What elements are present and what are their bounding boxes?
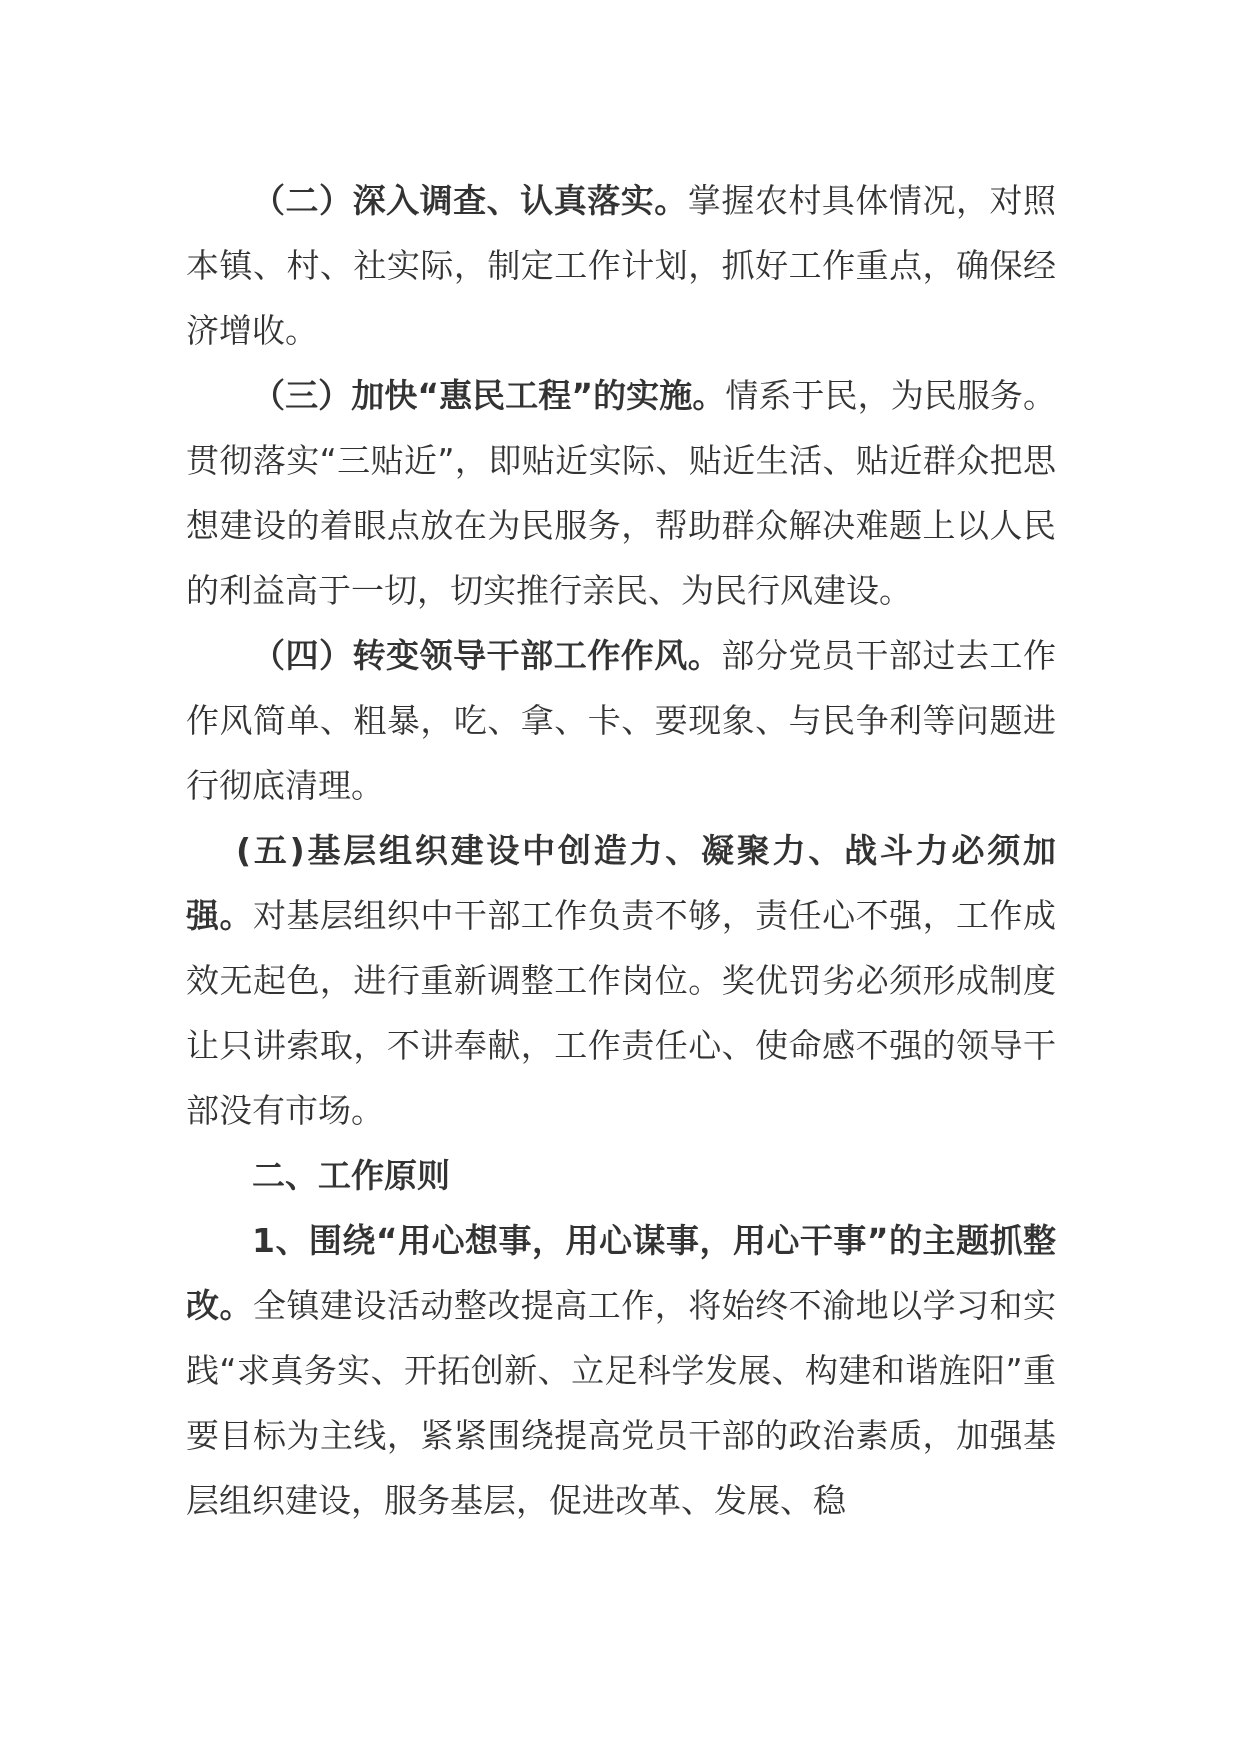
section-heading-principles bbox=[186, 1143, 1056, 1208]
paragraph-text: 部分党员干部过去工作作风简单、粗暴，吃、拿、卡、要现象、与民争利等问题进行彻底清理。 bbox=[186, 636, 1057, 805]
paragraph-3 bbox=[186, 363, 1056, 623]
paragraph-principle-1 bbox=[186, 1208, 1056, 1533]
paragraph-heading: (五)基层组织建设中创造力、凝聚力、战斗力必须加强。 bbox=[186, 831, 1056, 935]
paragraph-text: 情系于民，为民服务。贯彻落实“三贴近”，即贴近实际、贴近生活、贴近群众把思想建设的着眼点放在为民服务，帮助群众解决难题上以人民的利益高于一切，切实推行亲民、为民行风建设。 bbox=[186, 376, 1056, 610]
document-body bbox=[186, 168, 1056, 1533]
paragraph-heading: 1、围绕“用心想事，用心谋事，用心干事”的主题抓整改。 bbox=[186, 1221, 1056, 1325]
paragraph-heading: （三）加快“惠民工程”的实施。 bbox=[252, 376, 726, 415]
section-heading: 二、工作原则 bbox=[252, 1156, 450, 1195]
paragraph-heading: （二）深入调查、认真落实。 bbox=[252, 181, 688, 220]
paragraph-text: 全镇建设活动整改提高工作，将始终不渝地以学习和实践“求真务实、开拓创新、立足科学发展、构建和谐旌阳”重要目标为主线，紧紧围绕提高党员干部的政治素质，加强基层组织建设，服务基层，促进改革、发展、稳 bbox=[186, 1286, 1057, 1520]
paragraph-2 bbox=[186, 168, 1056, 363]
paragraph-5 bbox=[186, 818, 1056, 1143]
paragraph-4 bbox=[186, 623, 1056, 818]
paragraph-text: 掌握农村具体情况，对照本镇、村、社实际，制定工作计划，抓好工作重点，确保经济增收。 bbox=[186, 181, 1057, 350]
paragraph-text: 对基层组织中干部工作负责不够，责任心不强，工作成效无起色，进行重新调整工作岗位。奖优罚劣必须形成制度让只讲索取，不讲奉献，工作责任心、使命感不强的领导干部没有市场。 bbox=[186, 896, 1057, 1130]
paragraph-heading: （四）转变领导干部工作作风。 bbox=[252, 636, 722, 675]
